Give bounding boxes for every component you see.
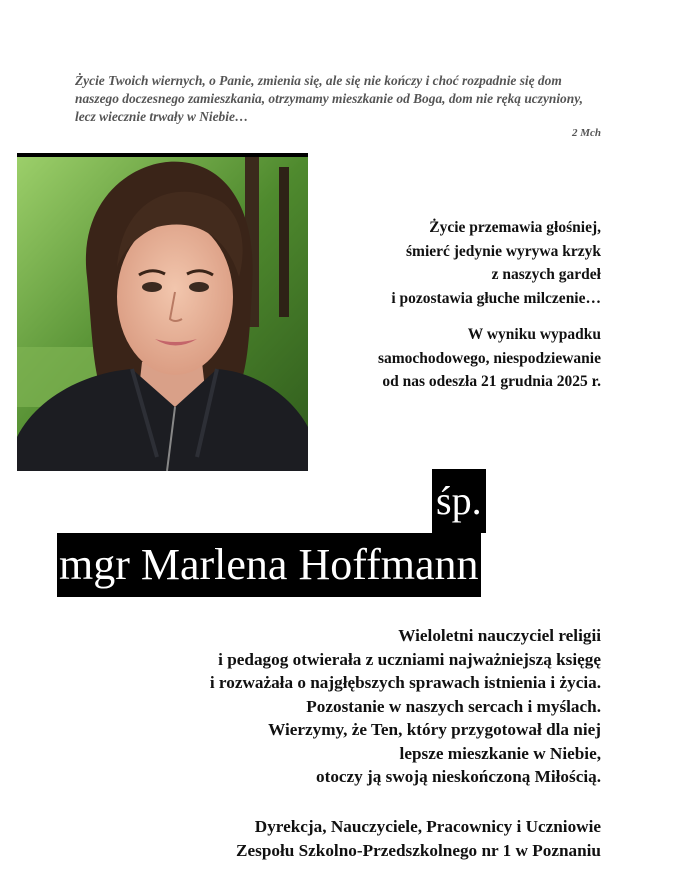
notice-line: samochodowego, niespodziewanie xyxy=(377,349,601,367)
tribute-line: i rozważała o najgłębszych sprawach istnienia i życia. xyxy=(209,673,601,692)
tribute-line: Wieloletni nauczyciel religii xyxy=(398,626,601,645)
tribute-line: Pozostanie w naszych sercach i myślach. xyxy=(306,696,601,716)
deceased-name: mgr Marlena Hoffmann xyxy=(57,533,481,597)
signature-line: Dyrekcja, Nauczyciele, Pracownicy i Uczniowie xyxy=(254,817,601,836)
death-notice xyxy=(301,323,601,394)
poem-line: i pozostawia głuche milczenie… xyxy=(391,289,601,307)
tribute-text xyxy=(41,624,601,789)
tribute-line: lepsze mieszkanie w Niebie, xyxy=(399,743,601,763)
tribute-line: i pedagog otwierała z uczniami najważniejszą księgę xyxy=(218,649,601,669)
name-prefix: śp. xyxy=(432,469,486,533)
tribute-line: otoczy ją swoją nieskończoną Miłością. xyxy=(316,767,601,786)
signature xyxy=(41,815,601,862)
portrait-photo xyxy=(17,153,308,471)
tribute-line: Wierzymy, że Ten, który przygotował dla niej xyxy=(268,720,601,739)
poem-line: Życie przemawia głośniej, xyxy=(429,219,601,236)
opening-quote: Życie Twoich wiernych, o Panie, zmienia się, ale się nie kończy i choć rozpadnie się dom naszego doczesnego zamieszkania, otrzymamy mieszkanie od Boga, dom nie ręką uczyniony, lecz wiecznie trwały w Niebie… xyxy=(75,73,583,124)
notice-line: W wyniku wypadku xyxy=(467,326,601,343)
quote-source: 2 Mch xyxy=(571,127,601,139)
signature-line: Zespołu Szkolno-Przedszkolnego nr 1 w Poznaniu xyxy=(236,840,601,860)
poem xyxy=(301,216,601,310)
verse-block xyxy=(301,216,601,394)
poem-line: śmierć jedynie wyrywa krzyk xyxy=(406,242,601,260)
poem-line: z naszych gardeł xyxy=(491,266,601,283)
notice-line: od nas odeszła 21 grudnia 2025 r. xyxy=(382,373,601,390)
